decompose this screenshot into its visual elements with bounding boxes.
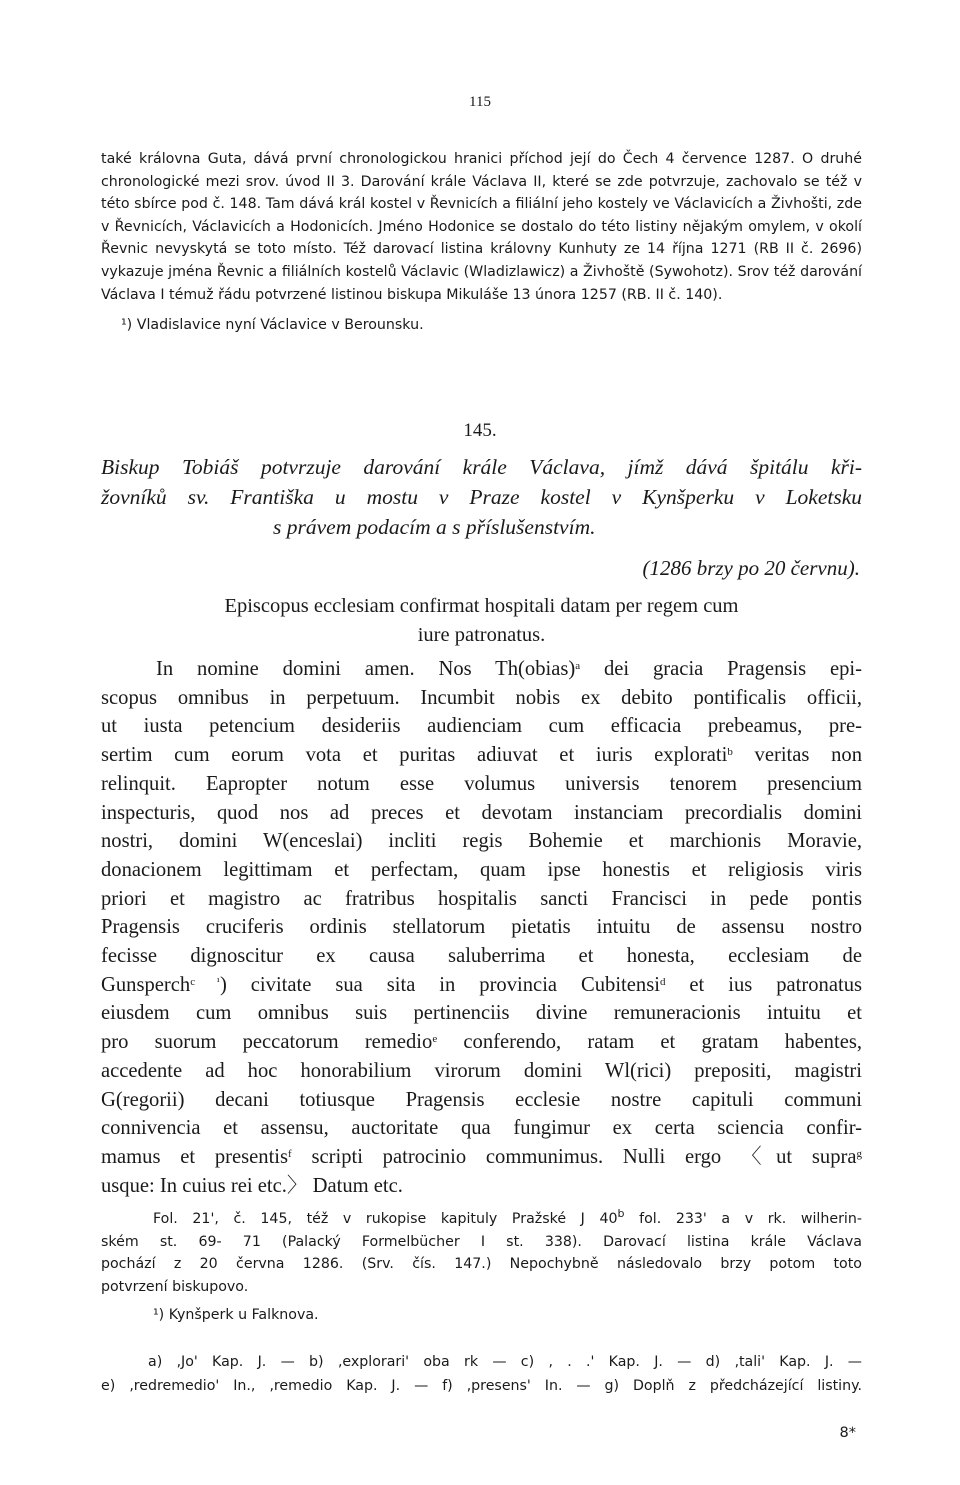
note-line: ském st. 69- 71 (Palacký Formelbücher I st. 338). Darovací listina krále Václava bbox=[101, 1233, 862, 1250]
charter-text bbox=[101, 655, 862, 1200]
text-line: relinquit. Eapropter notum esse volumus universis tenorem presencium bbox=[101, 772, 862, 795]
note-line: Fol. 21', č. 145, též v rukopise kapituly Pražské J 40$^b$ fol. 233' a v rk. wilherin- bbox=[153, 1206, 862, 1227]
apparatus-mark: b bbox=[617, 1206, 625, 1220]
text-line: inspecturis, quod nos ad preces et devotam instanciam precordialis domini bbox=[101, 801, 862, 824]
text-line: nostri, domini W(enceslai) incliti regis Bohemie et marchionis Moravie, bbox=[101, 830, 862, 853]
document-date: (1286 brzy po 20 červnu). bbox=[642, 556, 860, 580]
text-line: G(regorii) decani totiusque Pragensis ecclesie nostre capituli communi bbox=[101, 1088, 862, 1111]
text-line: fecisse dignoscitur ex causa saluberrima et honesta, ecclesiam de bbox=[101, 945, 862, 968]
text-line: mamus et presentis$^f$ scripti patrocinio communimus. Nulli ergo 〈ut supra$^g$ bbox=[101, 1145, 863, 1168]
title-line-2: žovníků sv. Františka u mostu v Praze kostel v Kynšperku v Loketsku bbox=[101, 485, 862, 509]
text-line: donacionem legittimam et perfectam, quam ipse honestis et religiosis viris bbox=[101, 858, 862, 881]
text-line: pro suorum peccatorum remedio$^e$ conferendo, ratam et gratam habentes, bbox=[101, 1031, 862, 1054]
text-line: Pragensis cruciferis ordinis stellatorum pietatis intuitu de assensu nostro bbox=[101, 916, 862, 939]
apparatus-mark: b bbox=[727, 746, 733, 759]
text-footnote: ¹) Kynšperk u Falknova. bbox=[153, 1307, 319, 1323]
apparatus-mark: e bbox=[432, 1033, 438, 1046]
page-number: 115 bbox=[469, 94, 491, 110]
text-line: accedente ad hoc honorabilium virorum domini Wl(rici) prepositi, magistri bbox=[101, 1059, 862, 1082]
apparatus-line-2: e) ‚redremedio' In., ‚remedio Kap. J. — f) ‚presens' In. — g) Doplň z předcházející listiny. bbox=[101, 1378, 862, 1394]
regest-line-2: iure patronatus. bbox=[417, 624, 546, 646]
text-line: scopus omnibus in perpetuum. Incumbit nobis ex debito pontificalis officii, bbox=[101, 686, 862, 709]
regest-line-1: Episcopus ecclesiam confirmat hospitali datam per regem cum bbox=[224, 595, 739, 617]
document-title bbox=[101, 452, 862, 542]
intro-footnote: ¹) Vladislavice nyní Václavice v Berounsku. bbox=[121, 317, 424, 334]
text-line: In nomine domini amen. Nos Th(obias)$^a$ dei gracia Pragensis epi- bbox=[156, 658, 862, 680]
text-line: connivencia et assensu, auctoritate qua fungimur ex certa sciencia confir- bbox=[101, 1117, 862, 1140]
apparatus-mark: d bbox=[659, 975, 666, 988]
critical-apparatus bbox=[101, 1350, 862, 1398]
apparatus-mark: a bbox=[575, 659, 581, 672]
text-line: eiusdem cum omnibus suis pertinenciis divine remuneracionis intuitu et bbox=[101, 1002, 862, 1025]
apparatus-line-1: a) ‚Jo' Kap. J. — b) ‚explorari' oba rk — c) ‚ . .' Kap. J. — d) ‚tali' Kap. J. — bbox=[148, 1354, 862, 1370]
intro-commentary bbox=[101, 148, 862, 337]
text-line: sertim cum eorum vota et puritas adiuvat et iuris explorati$^b$ veritas non bbox=[101, 744, 862, 767]
note-line: pochází z 20 června 1286. (Srv. čís. 147.) Nepochybně následovalo brzy potom toto bbox=[101, 1256, 862, 1272]
source-note bbox=[101, 1208, 862, 1298]
apparatus-mark: c ¹ bbox=[190, 975, 220, 988]
document-number: 145. bbox=[463, 420, 497, 441]
title-line-1: Biskup Tobiáš potvrzuje darování krále Václava, jímž dává špitálu kři- bbox=[101, 455, 862, 479]
latin-regest bbox=[101, 592, 862, 650]
text-line: ut iusta petencium desideriis audienciam cum efficacia prebeamus, pre- bbox=[101, 715, 862, 738]
text-line: priori et magistro ac fratribus hospitalis sancti Francisci in pede pontis bbox=[101, 887, 862, 910]
text-line: usque: In cuius rei etc.〉 Datum etc. bbox=[101, 1174, 403, 1197]
apparatus-mark: f bbox=[288, 1147, 292, 1160]
signature-mark: 8* bbox=[839, 1425, 856, 1441]
note-line: potvrzení biskupovo. bbox=[101, 1278, 249, 1295]
apparatus-mark: g bbox=[856, 1147, 863, 1160]
text-line: Gunsperch$^{c ^1}$) civitate sua sita in provincia Cubitensi$^d$ et ius patronatus bbox=[101, 973, 863, 996]
title-line-3: s právem podacím a s příslušenstvím. bbox=[273, 515, 596, 539]
intro-paragraph: také královna Guta, dává první chronologickou hranici příchod její do Čech 4 července 1287. O druhé chronologické mezi srov. úvod II 3. Darování krále Václava II, které se zde potvrzuje, zachovalo se též v této sbírce pod č. 148. Tam dává král kostel v Řevnicích a filiální jeho kostely ve Václavicích a Živhošti, zde v Řevnicích, Václavicích a Hodonicích. Jméno Hodonice se dostalo do této listiny nějakým omylem, v okolí Řevnic nevyskytá se toto místo. Též darovací listina královny Kunhuty ze 14 října 1271 (RB II č. 2696) vykazuje jména Řevnic a filiálních kostelů Václavic (Wladizlawicz) a Živhoště (Sywohotz). Srov též darování Václava I témuž řádu potvrzené listinou biskupa Mikuláše 13 února 1257 (RB. II č. 140). bbox=[101, 151, 862, 303]
